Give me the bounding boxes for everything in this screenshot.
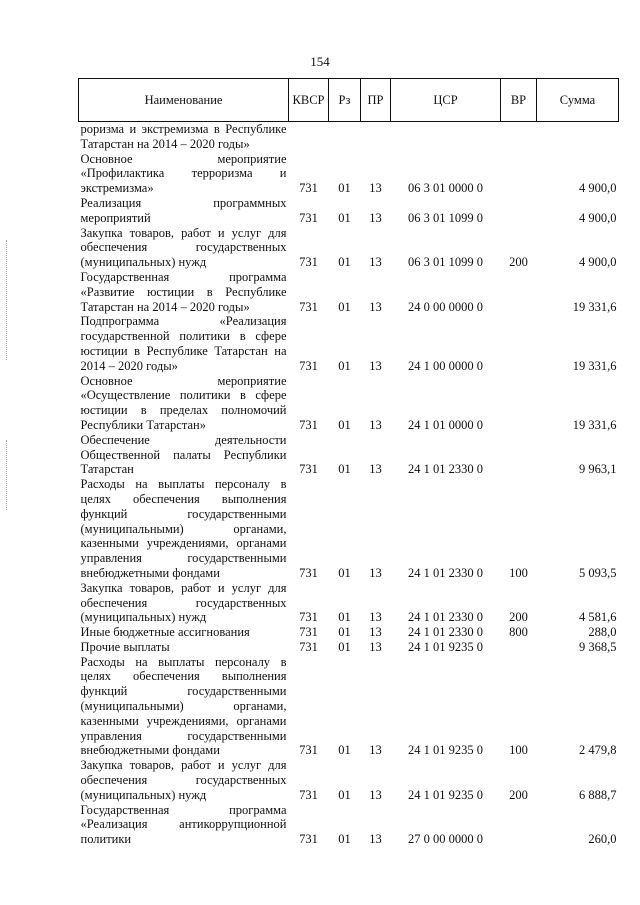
header-kvsr: КВСР [289, 79, 329, 122]
cell-rz: 01 [338, 181, 351, 196]
cell-sum: 260,0 [588, 832, 617, 847]
cell-rz: 01 [338, 417, 351, 432]
cell-rz [329, 122, 361, 152]
cell-vr [501, 640, 537, 655]
cell-name: Закупка товаров, работ и услуг для обеспечения государственных (муниципальных) нужд [80, 580, 287, 625]
cell-kvsr: 731 [299, 299, 318, 314]
cell-sum: 19 331,6 [572, 299, 617, 314]
cell-name: Государственная программа «Развитие юстиции в Республике Татарстан на 2014 – 2020 годы» [80, 269, 287, 314]
cell-csr: 06 3 01 0000 0 [408, 181, 483, 196]
cell-kvsr: 731 [299, 565, 318, 580]
cell-rz: 01 [338, 743, 351, 758]
table-row [79, 477, 619, 581]
table-row [79, 314, 619, 373]
cell-csr: 24 1 01 9235 0 [408, 639, 483, 654]
cell-csr: 06 3 01 1099 0 [408, 255, 483, 270]
cell-vr: 200 [509, 255, 528, 270]
cell-name: Реализация программных мероприятий [80, 195, 287, 225]
cell-pr: 13 [369, 210, 382, 225]
cell-vr [501, 314, 537, 373]
cell-rz: 01 [338, 255, 351, 270]
table-row [79, 433, 619, 477]
header-sum: Сумма [537, 79, 619, 122]
cell-vr: 100 [509, 743, 528, 758]
cell-rz: 01 [338, 210, 351, 225]
cell-csr: 24 1 01 2330 0 [408, 462, 483, 477]
table-row [79, 640, 619, 655]
cell-name: Подпрограмма «Реализация государственной политики в сфере юстиции в Республике Татарстан на 2014 – 2020 годы» [80, 314, 287, 373]
cell-vr: 800 [509, 625, 528, 640]
header-vr: ВР [501, 79, 537, 122]
cell-csr: 24 1 00 0000 0 [408, 358, 483, 373]
cell-name: Основное мероприятие «Профилактика терроризма и экстремизма» [80, 151, 287, 196]
cell-kvsr: 731 [299, 210, 318, 225]
cell-vr [501, 196, 537, 226]
cell-pr: 13 [369, 743, 382, 758]
cell-name: Закупка товаров, работ и услуг для обеспечения государственных (муниципальных) нужд [80, 758, 287, 802]
cell-pr: 13 [369, 358, 382, 373]
cell-kvsr: 731 [299, 787, 318, 802]
cell-kvsr: 731 [299, 743, 318, 758]
cell-csr: 24 1 01 2330 0 [408, 625, 483, 640]
cell-vr: 100 [509, 565, 528, 580]
cell-sum: 288,0 [588, 625, 617, 640]
cell-rz: 01 [338, 358, 351, 373]
cell-pr: 13 [369, 565, 382, 580]
cell-csr: 24 1 01 2330 0 [408, 610, 483, 625]
cell-sum: 4 900,0 [579, 255, 617, 270]
cell-name: роризма и экстремизма в Республике Татарстан на 2014 – 2020 годы» [80, 122, 287, 151]
cell-vr [501, 803, 537, 847]
page-number: 154 [310, 54, 330, 69]
cell-csr: 24 0 00 0000 0 [408, 299, 483, 314]
cell-vr [501, 374, 537, 433]
cell-sum: 9 963,1 [579, 462, 617, 477]
table-row [79, 196, 619, 226]
cell-name: Основное мероприятие «Осуществление политики в сфере юстиции в пределах полномочий Республики Татарстан» [80, 373, 287, 432]
header-pr: ПР [361, 79, 391, 122]
cell-sum: 4 900,0 [579, 210, 617, 225]
table-row [79, 270, 619, 314]
table-row [79, 226, 619, 270]
cell-name: Иные бюджетные ассигнования [80, 625, 250, 640]
table-row [79, 625, 619, 640]
cell-vr [501, 433, 537, 477]
cell-kvsr: 731 [299, 639, 318, 654]
table-row [79, 803, 619, 847]
scan-artifact-dots [6, 240, 8, 360]
cell-rz: 01 [338, 787, 351, 802]
cell-kvsr: 731 [299, 255, 318, 270]
cell-csr: 24 1 01 0000 0 [408, 417, 483, 432]
table-row [79, 655, 619, 759]
cell-pr: 13 [369, 787, 382, 802]
cell-pr: 13 [369, 417, 382, 432]
table-row [79, 581, 619, 625]
header-rz: Рз [329, 79, 361, 122]
cell-rz: 01 [338, 565, 351, 580]
cell-sum: 5 093,5 [579, 565, 617, 580]
cell-csr: 24 1 01 9235 0 [408, 787, 483, 802]
cell-sum: 4 581,6 [579, 610, 617, 625]
cell-kvsr [289, 122, 329, 152]
header-name: Наименование [79, 79, 289, 122]
table-row [79, 152, 619, 196]
cell-name: Обеспечение деятельности Общественной палаты Республики Татарстан [80, 432, 287, 477]
cell-sum [537, 122, 619, 152]
table-row [79, 122, 619, 152]
cell-kvsr: 731 [299, 832, 318, 847]
cell-pr: 13 [369, 255, 382, 270]
cell-rz: 01 [338, 610, 351, 625]
cell-vr: 200 [509, 787, 528, 802]
cell-pr: 13 [369, 639, 382, 654]
cell-vr [501, 152, 537, 196]
table-header-row [79, 79, 619, 122]
cell-kvsr: 731 [299, 610, 318, 625]
cell-kvsr: 731 [299, 358, 318, 373]
cell-sum: 4 900,0 [579, 181, 617, 196]
scan-artifact-dots [6, 440, 8, 510]
cell-sum: 6 888,7 [579, 787, 617, 802]
cell-pr: 13 [369, 181, 382, 196]
cell-pr: 13 [369, 832, 382, 847]
cell-sum: 2 479,8 [579, 743, 617, 758]
cell-pr: 13 [369, 462, 382, 477]
table-row [79, 758, 619, 802]
cell-name: Прочие выплаты [80, 639, 170, 654]
budget-table [78, 78, 619, 847]
cell-vr [501, 270, 537, 314]
cell-kvsr: 731 [299, 462, 318, 477]
cell-pr [361, 122, 391, 152]
cell-pr: 13 [369, 299, 382, 314]
cell-kvsr: 731 [299, 625, 318, 640]
cell-csr: 06 3 01 1099 0 [408, 210, 483, 225]
cell-rz: 01 [338, 832, 351, 847]
cell-kvsr: 731 [299, 181, 318, 196]
header-csr: ЦСР [391, 79, 501, 122]
cell-rz: 01 [338, 639, 351, 654]
cell-csr: 27 0 00 0000 0 [408, 832, 483, 847]
cell-name: Закупка товаров, работ и услуг для обеспечения государственных (муниципальных) нужд [80, 225, 287, 270]
cell-kvsr: 731 [299, 417, 318, 432]
cell-vr: 200 [509, 610, 528, 625]
cell-sum: 19 331,6 [572, 417, 617, 432]
cell-csr [391, 122, 501, 152]
cell-name: Расходы на выплаты персоналу в целях обеспечения выполнения функций государственными (муниципальными) органами, казенными учреждениями, органами управления государственными внебюджетными фондами [80, 654, 287, 758]
cell-rz: 01 [338, 299, 351, 314]
cell-rz: 01 [338, 462, 351, 477]
cell-name: Расходы на выплаты персоналу в целях обеспечения выполнения функций государственными (муниципальными) органами, казенными учреждениями, органами управления государственными внебюджетными фондами [80, 477, 287, 580]
cell-sum: 9 368,5 [579, 639, 617, 654]
cell-rz: 01 [338, 625, 351, 640]
cell-name: Государственная программа «Реализация антикоррупционной политики [80, 802, 287, 847]
table-row [79, 374, 619, 433]
cell-vr [501, 122, 537, 152]
cell-csr: 24 1 01 9235 0 [408, 743, 483, 758]
cell-sum: 19 331,6 [572, 358, 617, 373]
cell-pr: 13 [369, 610, 382, 625]
cell-pr: 13 [369, 625, 382, 640]
cell-csr: 24 1 01 2330 0 [408, 565, 483, 580]
